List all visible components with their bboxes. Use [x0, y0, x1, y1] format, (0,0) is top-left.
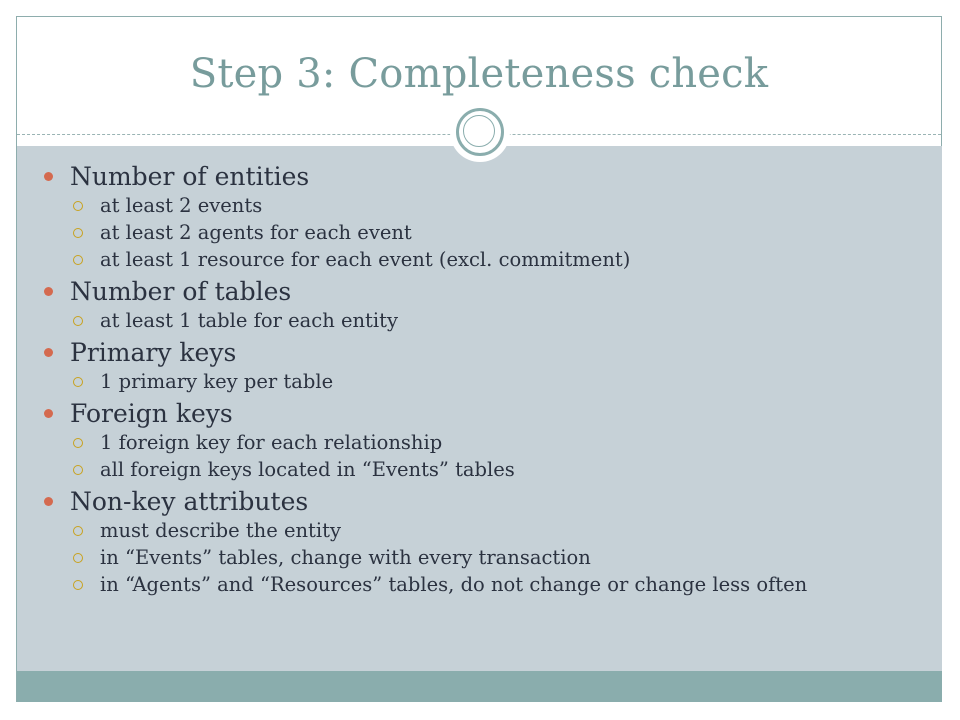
sub-bullet-circle-icon: [73, 228, 83, 238]
sub-bullet-circle-icon: [73, 316, 83, 326]
sub-bullet: [38, 544, 918, 571]
sub-bullet: [38, 219, 918, 246]
bullet-heading-text: Number of entities: [70, 161, 310, 191]
sub-bullet-circle-icon: [73, 465, 83, 475]
sub-bullet-text: all foreign keys located in “Events” tables: [100, 458, 515, 481]
sub-bullet-circle-icon: [73, 201, 83, 211]
sub-bullet: [38, 368, 918, 395]
bullet-heading-text: Number of tables: [70, 276, 292, 306]
bullet-heading: [38, 160, 918, 192]
sub-bullet-text: at least 2 agents for each event: [100, 221, 412, 244]
sub-bullet-circle-icon: [73, 526, 83, 536]
sub-bullet: [38, 246, 918, 273]
ornament-outer-ring: [456, 108, 504, 156]
sub-bullet-circle-icon: [73, 438, 83, 448]
circle-ring-icon: [450, 102, 510, 162]
sub-bullet: [38, 192, 918, 219]
sub-bullet-text: 1 foreign key for each relationship: [100, 431, 443, 454]
sub-bullet-text: in “Events” tables, change with every transaction: [100, 546, 591, 569]
sub-bullet-circle-icon: [73, 255, 83, 265]
ornament-inner-ring: [463, 115, 495, 147]
sub-bullet: [38, 456, 918, 483]
bullet-heading: [38, 275, 918, 307]
sub-bullet-circle-icon: [73, 580, 83, 590]
bullet-heading: [38, 397, 918, 429]
slide-title: Step 3: Completeness check: [189, 51, 769, 97]
bullet-dot-icon: [44, 172, 53, 181]
bullet-dot-icon: [44, 287, 53, 296]
sub-bullet-text: must describe the entity: [100, 519, 341, 542]
bullet-heading-text: Primary keys: [70, 337, 237, 367]
sub-bullet-text: at least 1 table for each entity: [100, 309, 398, 332]
sub-bullet-text: at least 1 resource for each event (excl. commitment): [100, 248, 631, 271]
bullet-heading-text: Non-key attributes: [70, 486, 309, 516]
sub-bullet: [38, 429, 918, 456]
bullet-dot-icon: [44, 348, 53, 357]
sub-bullet: [38, 517, 918, 544]
sub-bullet-circle-icon: [73, 553, 83, 563]
sub-bullet-text: 1 primary key per table: [100, 370, 334, 393]
sub-bullet-text: at least 2 events: [100, 194, 263, 217]
sub-bullet-text: in “Agents” and “Resources” tables, do not change or change less often: [100, 573, 808, 596]
footer-band: [17, 671, 942, 702]
bullet-dot-icon: [44, 497, 53, 506]
sub-bullet-circle-icon: [73, 377, 83, 387]
bullet-heading: [38, 336, 918, 368]
bullet-heading-text: Foreign keys: [70, 398, 233, 428]
bullet-list: [38, 158, 918, 598]
bullet-dot-icon: [44, 409, 53, 418]
sub-bullet: [38, 571, 918, 598]
sub-bullet: [38, 307, 918, 334]
bullet-heading: [38, 485, 918, 517]
